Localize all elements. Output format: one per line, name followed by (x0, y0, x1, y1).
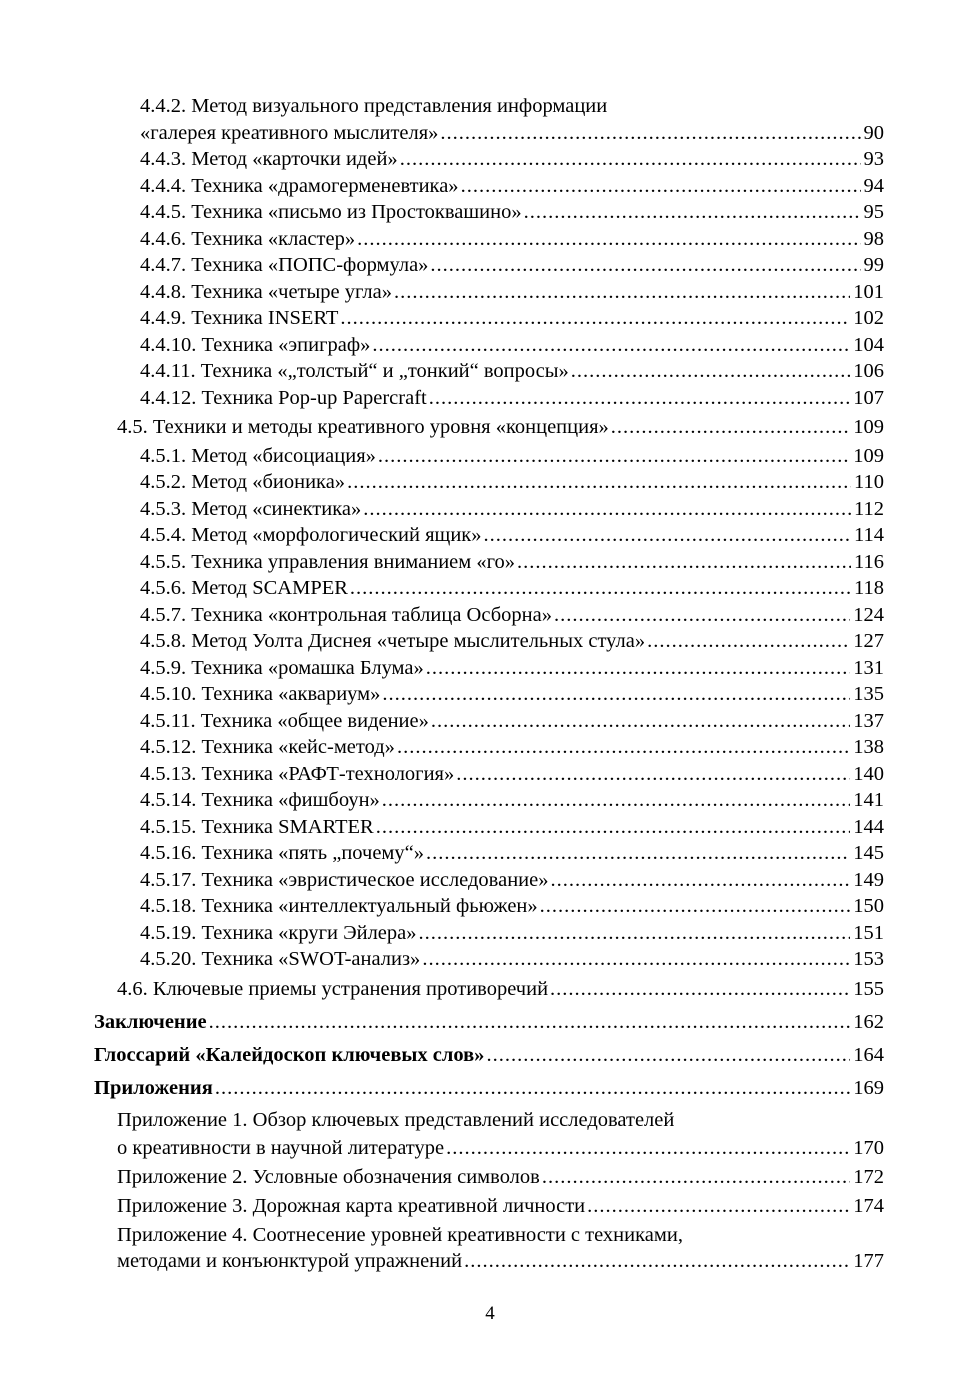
toc-entry-title: 4.5.2. Метод «бионика» (140, 471, 346, 493)
toc-heading-4-4-2: 4.4.2. Метод визуального представления информации (140, 95, 608, 117)
toc-leader (394, 279, 850, 305)
toc-entry-page: 164 (853, 1044, 884, 1066)
toc-entry-title: 4.5.5. Техника управления вниманием «го» (140, 551, 516, 573)
toc-entry-section[interactable] (117, 976, 884, 1002)
toc-entry-title: «галерея креативного мыслителя» (140, 122, 439, 144)
toc-entry-title: 4.5.8. Метод Уолта Диснея «четыре мыслительных стула» (140, 630, 646, 652)
toc-entry-page: 170 (853, 1137, 884, 1159)
toc-entry[interactable] (140, 469, 884, 495)
toc-entry-chapter[interactable] (94, 1042, 884, 1068)
toc-leader (340, 305, 850, 331)
toc-leader (382, 681, 850, 707)
toc-leader (456, 761, 850, 787)
toc-entry[interactable] (140, 734, 884, 760)
toc-entry-title: Заключение (94, 1011, 207, 1033)
toc-entry-title: методами и конъюнктурой упражнений (117, 1250, 463, 1272)
toc-leader (426, 840, 850, 866)
toc-leader (464, 1248, 850, 1274)
toc-entry-title: 4.4.4. Техника «драмогерменевтика» (140, 175, 459, 197)
toc-entry-page: 151 (853, 922, 884, 944)
toc-entry-title: 4.5.14. Техника «фишбоун» (140, 789, 380, 811)
toc-entry[interactable] (140, 946, 884, 972)
toc-entry[interactable] (140, 549, 884, 575)
toc-leader (571, 358, 850, 384)
toc-leader (426, 655, 851, 681)
toc-entry-title: 4.4.6. Техника «кластер» (140, 228, 356, 250)
toc-entry[interactable] (140, 893, 884, 919)
toc-entry-page: 109 (853, 445, 884, 467)
toc-leader (554, 602, 850, 628)
toc-leader (397, 734, 850, 760)
toc-entry-title: 4.5.12. Техника «кейс-метод» (140, 736, 395, 758)
toc-leader (422, 946, 850, 972)
toc-entry-section[interactable] (117, 414, 884, 440)
toc-entry-title: 4.5.3. Метод «синектика» (140, 498, 362, 520)
toc-entry[interactable] (140, 146, 884, 172)
toc-entry-page: 106 (853, 360, 884, 382)
toc-entry-page: 174 (853, 1195, 884, 1217)
toc-entry[interactable] (117, 1248, 884, 1274)
toc-entry-title: 4.4.5. Техника «письмо из Простоквашино» (140, 201, 522, 223)
toc-entry[interactable] (117, 1193, 884, 1219)
toc-entry-page: 149 (853, 869, 884, 891)
toc-leader (587, 1193, 850, 1219)
toc-entry-title: 4.5.1. Метод «бисоциация» (140, 445, 376, 467)
toc-entry-page: 90 (863, 122, 884, 144)
toc-appendix-4-line1: Приложение 4. Соотнесение уровней креативности с техниками, (117, 1224, 683, 1246)
toc-entry[interactable] (117, 1135, 884, 1161)
toc-entry-page: 104 (853, 334, 884, 356)
toc-entry-page: 162 (853, 1011, 884, 1033)
toc-entry-title: 4.5.4. Метод «морфологический ящик» (140, 524, 482, 546)
toc-entry[interactable] (140, 443, 884, 469)
toc-entry-title: 4.5.20. Техника «SWOT-анализ» (140, 948, 421, 970)
toc-entry-page: 99 (863, 254, 884, 276)
toc-leader (550, 867, 850, 893)
toc-leader (431, 708, 850, 734)
toc-entry-page: 116 (854, 551, 884, 573)
toc-entry-page: 141 (853, 789, 884, 811)
toc-leader (419, 920, 851, 946)
toc-entry-page: 137 (853, 710, 884, 732)
toc-entry-page: 101 (853, 281, 884, 303)
toc-leader (350, 575, 851, 601)
toc-entry[interactable] (140, 761, 884, 787)
toc-entry-title: 4.4.8. Техника «четыре угла» (140, 281, 392, 303)
toc-entry[interactable] (140, 602, 884, 628)
toc-entry-title: 4.5.17. Техника «эвристическое исследование» (140, 869, 549, 891)
toc-entry[interactable] (140, 252, 884, 278)
toc-leader (378, 443, 850, 469)
toc-leader (524, 199, 861, 225)
toc-leader (484, 522, 852, 548)
toc-entry-page: 172 (853, 1166, 884, 1188)
toc-entry[interactable] (140, 173, 884, 199)
toc-entry-page: 138 (853, 736, 884, 758)
toc-entry[interactable] (140, 305, 884, 331)
toc-entry-page: 169 (853, 1077, 884, 1099)
toc-entry-page: 114 (854, 524, 884, 546)
toc-entry-title: 4.5.7. Техника «контрольная таблица Осборна» (140, 604, 552, 626)
toc-leader (400, 146, 861, 172)
toc-entry-title: 4.5.16. Техника «пять „почему“» (140, 842, 424, 864)
toc-leader (347, 469, 851, 495)
toc-leader (215, 1075, 850, 1101)
toc-leader (611, 414, 850, 440)
toc-entry[interactable] (140, 681, 884, 707)
toc-entry-title: 4.4.12. Техника Pop-up Papercraft (140, 387, 427, 409)
toc-entry-title: о креативности в научной литературе (117, 1137, 445, 1159)
toc-entry-page: 150 (853, 895, 884, 917)
toc-entry-title: 4.5.6. Метод SCAMPER (140, 577, 348, 599)
toc-leader (376, 814, 851, 840)
toc-entry[interactable] (140, 867, 884, 893)
toc-entry-title: 4.4.9. Техника INSERT (140, 307, 339, 329)
toc-entry-title: 4.5.19. Техника «круги Эйлера» (140, 922, 417, 944)
toc-entry[interactable] (140, 787, 884, 813)
toc-entry-title: 4.5.10. Техника «аквариум» (140, 683, 381, 705)
toc-leader (550, 976, 850, 1002)
toc-entry[interactable] (140, 840, 884, 866)
toc-entry-title: 4.5.15. Техника SMARTER (140, 816, 374, 838)
toc-entry-page: 93 (863, 148, 884, 170)
toc-leader (363, 496, 851, 522)
toc-entry-page: 145 (853, 842, 884, 864)
toc-entry-page: 94 (863, 175, 884, 197)
toc-entry[interactable] (140, 332, 884, 358)
toc-entry-page: 177 (853, 1250, 884, 1272)
toc-entry-page: 102 (853, 307, 884, 329)
toc-entry-title: 4.5.13. Техника «РАФТ-технология» (140, 763, 455, 785)
toc-leader (461, 173, 861, 199)
toc-leader (517, 549, 851, 575)
toc-entry-page: 109 (853, 416, 884, 438)
toc-entry-title: Глоссарий «Калейдоскоп ключевых слов» (94, 1044, 485, 1066)
toc-leader (357, 226, 860, 252)
toc-entry-page: 131 (853, 657, 884, 679)
toc-entry-title: 4.4.11. Техника «„толстый“ и „тонкий“ вопросы» (140, 360, 569, 382)
toc-entry-title: Приложение 2. Условные обозначения символов (117, 1166, 540, 1188)
toc-leader (542, 1164, 850, 1190)
toc-entry-page: 107 (853, 387, 884, 409)
toc-leader (209, 1009, 851, 1035)
toc-entry-title: 4.4.7. Техника «ПОПС-формула» (140, 254, 429, 276)
toc-entry[interactable] (140, 575, 884, 601)
toc-leader (429, 385, 851, 411)
toc-leader (440, 120, 860, 146)
toc-leader (540, 893, 851, 919)
toc-entry-page: 135 (853, 683, 884, 705)
toc-entry-title: 4.6. Ключевые приемы устранения противоречий (117, 978, 549, 1000)
toc-entry-page: 124 (853, 604, 884, 626)
toc-entry-page: 112 (854, 498, 884, 520)
toc-entry[interactable] (140, 655, 884, 681)
toc-entry[interactable] (140, 522, 884, 548)
toc-entry-title: 4.4.10. Техника «эпиграф» (140, 334, 371, 356)
toc-entry[interactable] (140, 199, 884, 225)
page-number: 4 (485, 1303, 495, 1324)
toc-leader (446, 1135, 850, 1161)
toc-entry-page: 127 (853, 630, 884, 652)
toc-entry[interactable] (140, 385, 884, 411)
toc-appendix-1-line1: Приложение 1. Обзор ключевых представлений исследователей (117, 1109, 675, 1131)
toc-entry[interactable] (140, 226, 884, 252)
toc-entry[interactable] (140, 628, 884, 654)
toc-entry[interactable] (140, 358, 884, 384)
toc-entry-title: Приложения (94, 1077, 213, 1099)
toc-entry-page: 153 (853, 948, 884, 970)
toc-entry-title: Приложение 3. Дорожная карта креативной личности (117, 1195, 586, 1217)
toc-entry-title: 4.4.3. Метод «карточки идей» (140, 148, 398, 170)
toc-entry-page: 110 (854, 471, 884, 493)
toc-entry-page: 95 (863, 201, 884, 223)
toc-entry-page: 144 (853, 816, 884, 838)
toc-entry[interactable] (140, 279, 884, 305)
toc-entry-title: 4.5.11. Техника «общее видение» (140, 710, 429, 732)
toc-entry-title: 4.5. Техники и методы креативного уровня «концепция» (117, 416, 609, 438)
toc-leader (372, 332, 850, 358)
toc-leader (430, 252, 860, 278)
toc-entry-page: 98 (863, 228, 884, 250)
toc-entry[interactable] (140, 814, 884, 840)
toc-entry-page: 140 (853, 763, 884, 785)
toc-entry-title: 4.5.9. Техника «ромашка Блума» (140, 657, 424, 679)
toc-entry[interactable] (140, 120, 884, 146)
toc-leader (486, 1042, 850, 1068)
toc-entry-chapter[interactable] (94, 1075, 884, 1101)
toc-entry-title: 4.5.18. Техника «интеллектуальный фьюжен» (140, 895, 538, 917)
toc-leader (382, 787, 850, 813)
toc-entry[interactable] (140, 920, 884, 946)
toc-entry[interactable] (117, 1164, 884, 1190)
toc-entry[interactable] (140, 496, 884, 522)
toc-entry-page: 118 (854, 577, 884, 599)
toc-entry-chapter[interactable] (94, 1009, 884, 1035)
toc-entry-page: 155 (853, 978, 884, 1000)
toc-entry[interactable] (140, 708, 884, 734)
toc-leader (647, 628, 850, 654)
